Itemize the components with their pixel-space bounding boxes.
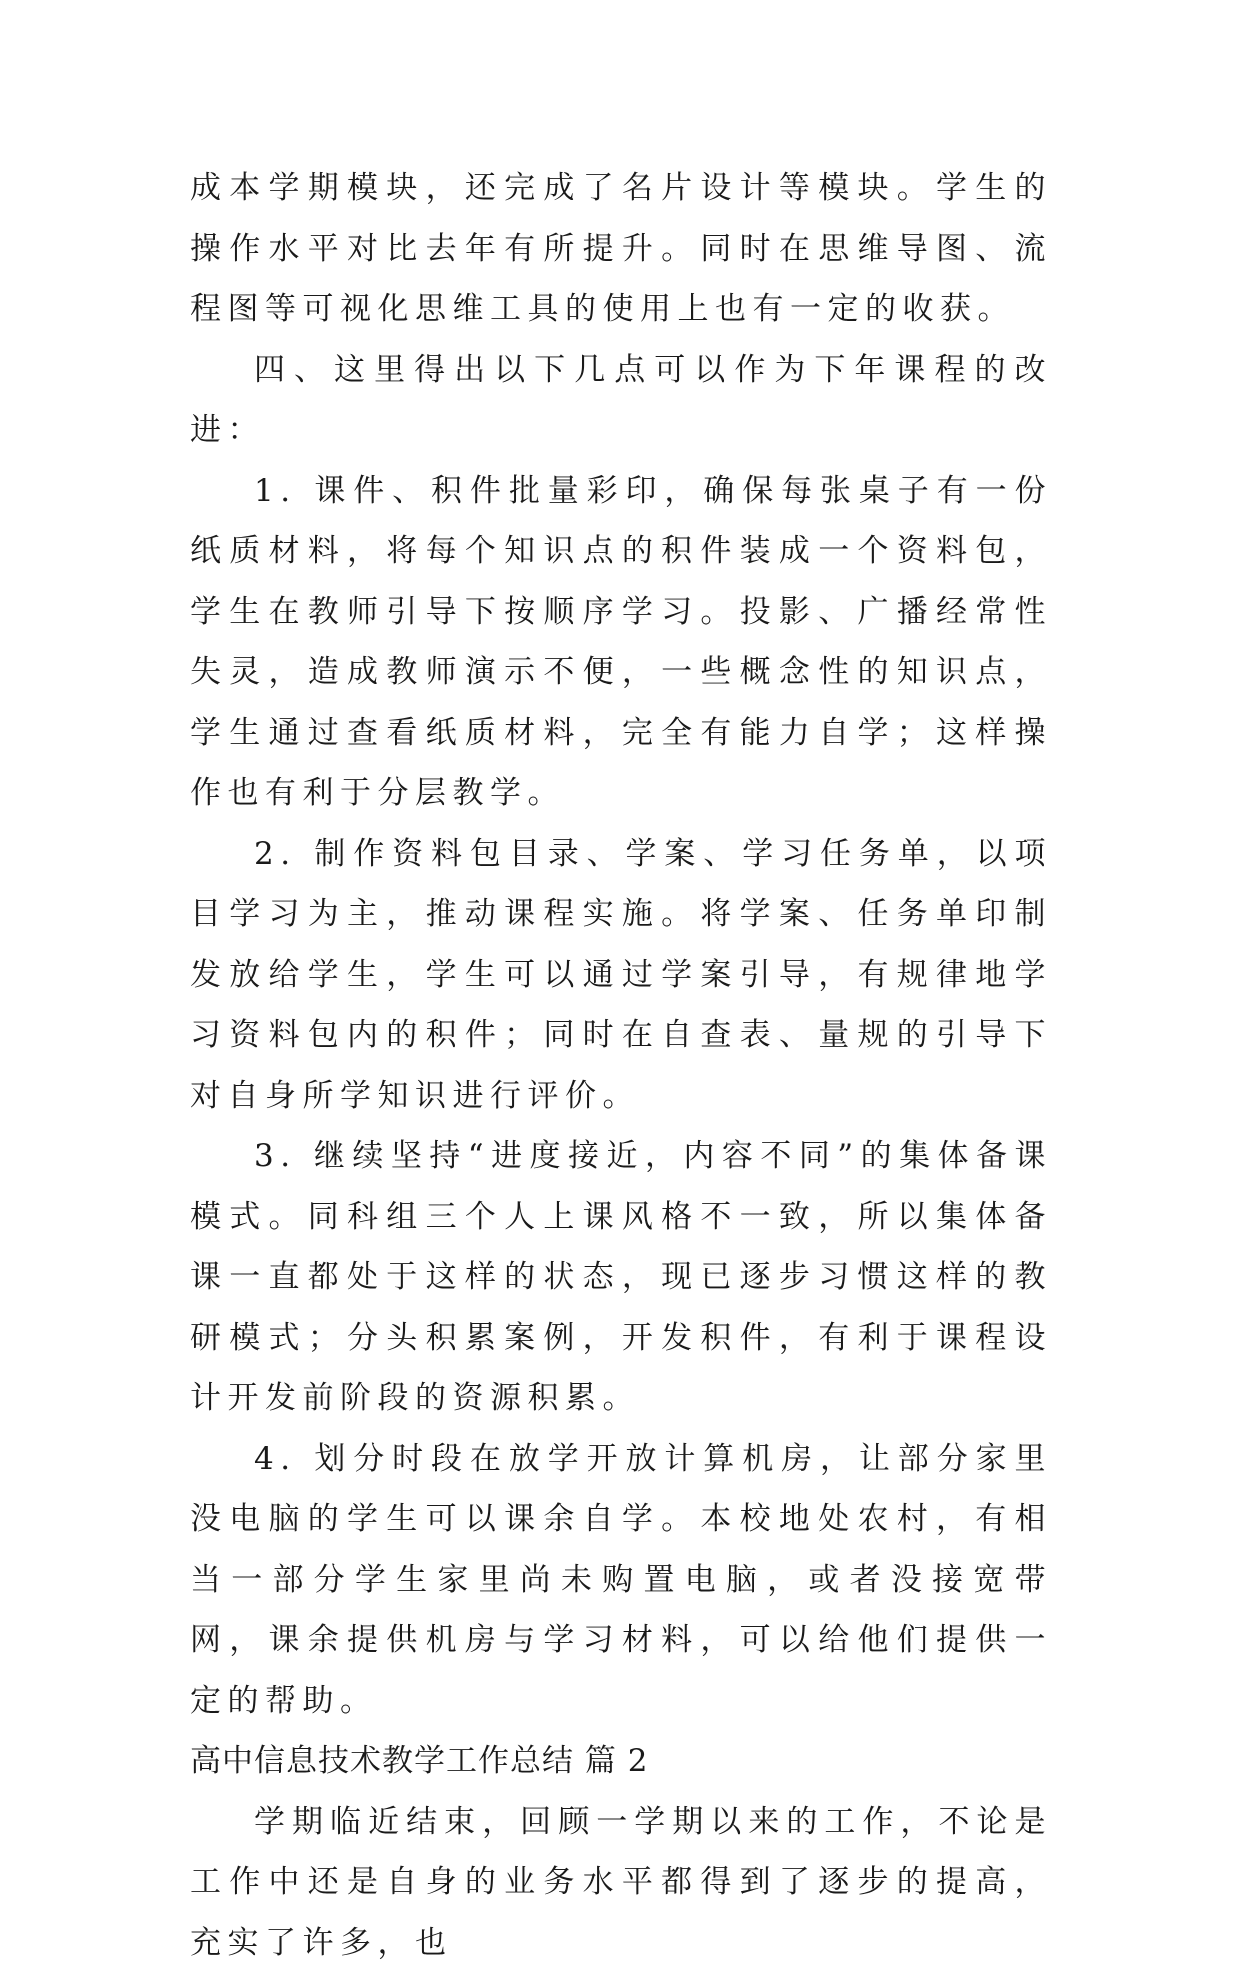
paragraph-item-4: 4. 划分时段在放学开放计算机房，让部分家里没电脑的学生可以课余自学。本校地处农村，有相当一部分学生家里尚未购置电脑，或者没接宽带网，课余提供机房与学习材料，可以给他们提供一定的帮助。 (190, 1429, 1052, 1732)
paragraph-closing: 学期临近结束，回顾一学期以来的工作，不论是工作中还是自身的业务水平都得到了逐步的提高，充实了许多，也 (190, 1792, 1052, 1973)
document-body (190, 158, 1052, 1973)
paragraph-item-3: 3. 继续坚持“进度接近，内容不同”的集体备课模式。同科组三个人上课风格不一致，所以集体备课一直都处于这样的状态，现已逐步习惯这样的教研模式；分头积累案例，开发积件，有利于课程设计开发前阶段的资源积累。 (190, 1126, 1052, 1429)
paragraph-item-2: 2. 制作资料包目录、学案、学习任务单，以项目学习为主，推动课程实施。将学案、任务单印制发放给学生，学生可以通过学案引导，有规律地学习资料包内的积件；同时在自查表、量规的引导下对自身所学知识进行评价。 (190, 824, 1052, 1127)
paragraph-continuation: 成本学期模块，还完成了名片设计等模块。学生的操作水平对比去年有所提升。同时在思维导图、流程图等可视化思维工具的使用上也有一定的收获。 (190, 158, 1052, 340)
section-heading: 高中信息技术教学工作总结 篇 2 (190, 1731, 1052, 1792)
paragraph-item-1: 1. 课件、积件批量彩印，确保每张桌子有一份纸质材料，将每个知识点的积件装成一个资料包，学生在教师引导下按顺序学习。投影、广播经常性失灵，造成教师演示不便，一些概念性的知识点，学生通过查看纸质材料，完全有能力自学；这样操作也有利于分层教学。 (190, 461, 1052, 824)
paragraph-improvements-intro: 四、这里得出以下几点可以作为下年课程的改进： (190, 340, 1052, 461)
